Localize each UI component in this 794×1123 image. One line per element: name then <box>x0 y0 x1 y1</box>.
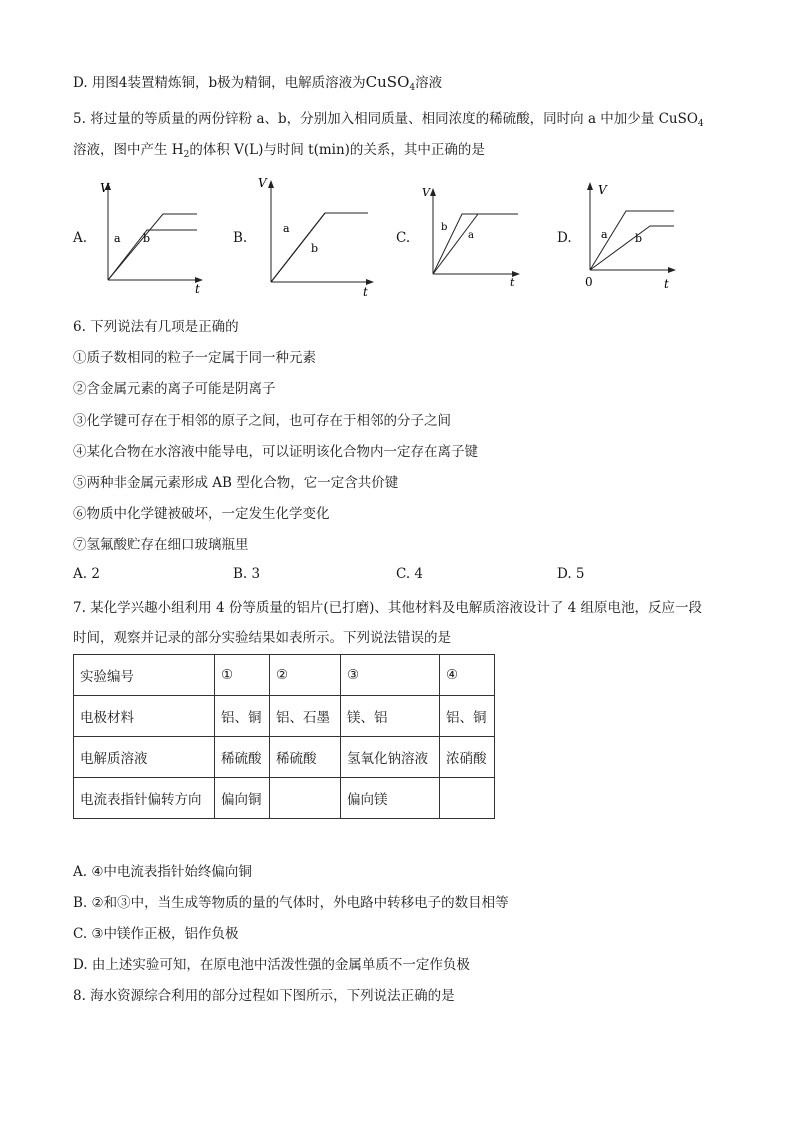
q5-graph-a <box>95 178 205 296</box>
q6-item-3: ③化学键可存在于相邻的原子之间，也可存在于相邻的分子之间 <box>73 413 451 429</box>
table-cell: 镁、铝 <box>341 696 440 737</box>
q5-graph-a-t-label: t <box>195 282 200 296</box>
q7-option-b: B. ②和③中，当生成等物质的量的气体时，外电路中转移电子的数目相等 <box>73 895 509 911</box>
q7-stem-line2: 时间，观察并记录的部分实验结果如表所示。下列说法错误的是 <box>73 630 451 646</box>
q5-graph-a-curve-upper <box>108 214 197 280</box>
q6-choice-c: C. 4 <box>396 566 424 582</box>
table-row <box>74 737 495 778</box>
table-cell: 铝、石墨 <box>270 696 341 737</box>
table-cell: 偏向铜 <box>215 778 270 819</box>
q5-graph-d-label-a: a <box>601 228 608 241</box>
q7-option-a: A. ④中电流表指针始终偏向铜 <box>73 864 252 880</box>
q6-choice-b: B. 3 <box>233 566 261 582</box>
table-row <box>74 778 495 819</box>
q5-graph-c-curve-a <box>433 214 478 274</box>
table-row <box>74 696 495 737</box>
q4-option-d <box>73 72 442 98</box>
table-cell: 稀硫酸 <box>215 737 270 778</box>
table-cell: ① <box>215 655 270 696</box>
q5-stem-subscript-1: 4 <box>697 119 704 129</box>
q5-graph-c-v-label: V <box>422 186 430 199</box>
q6-item-4: ④某化合物在水溶液中能导电，可以证明该化合物内一定存在离子键 <box>73 444 478 460</box>
table-cell: 偏向镁 <box>341 778 440 819</box>
q5-graph-a-label-a: a <box>114 232 121 245</box>
q6-item-2: ②含金属元素的离子可能是阴离子 <box>73 381 276 397</box>
table-cell: ④ <box>440 655 495 696</box>
q7-option-c: C. ③中镁作正极，铝作负极 <box>73 926 239 942</box>
q5-graph-b-t-label: t <box>363 285 368 299</box>
table-cell: 浓硝酸 <box>440 737 495 778</box>
q5-graph-d-origin: 0 <box>585 275 593 289</box>
q5-graph-d-label-b: b <box>635 232 643 245</box>
q6-item-6: ⑥物质中化学键被破坏，一定发生化学变化 <box>73 506 330 522</box>
q5-graph-c-label-b: b <box>441 222 448 233</box>
q5-graph-c-label-a: a <box>468 230 474 241</box>
q5-graph-c <box>420 178 524 290</box>
table-cell: ③ <box>341 655 440 696</box>
q6-choice-a: A. 2 <box>73 566 100 582</box>
table-cell: ② <box>270 655 341 696</box>
table-cell: 电解质溶液 <box>74 737 215 778</box>
table-cell: 铝、铜 <box>440 696 495 737</box>
q5-stem-text-3: 的体积 V(L)与时间 t(min)的关系，其中正确的是 <box>189 142 485 158</box>
q5-graph-a-label-b: b <box>143 232 151 245</box>
q8-stem: 8. 海水资源综合利用的部分过程如下图所示，下列说法正确的是 <box>73 988 455 1004</box>
q6-item-7: ⑦氢氟酸贮存在细口玻璃瓶里 <box>73 537 249 553</box>
table-cell: 电极材料 <box>74 696 215 737</box>
table-row <box>74 655 495 696</box>
table-cell: 氢氧化钠溶液 <box>341 737 440 778</box>
q5-graph-a-v-label: V <box>100 181 109 195</box>
q5-stem-line1 <box>73 109 704 134</box>
q5-graph-c-t-label: t <box>510 276 515 289</box>
q6-stem: 6. 下列说法有几项是正确的 <box>73 319 239 335</box>
table-cell: 稀硫酸 <box>270 737 341 778</box>
q5-graph-d-t-label: t <box>664 277 669 291</box>
q5-stem-subscript-2: 2 <box>183 150 190 160</box>
q5-graph-d-v-label: V <box>598 183 607 197</box>
table-cell: 电流表指针偏转方向 <box>74 778 215 819</box>
q6-item-1: ①质子数相同的粒子一定属于同一种元素 <box>73 350 316 366</box>
q7-results-table <box>73 654 495 819</box>
q5-graph-d <box>580 178 680 294</box>
q4-option-d-subscript: 4 <box>409 83 416 93</box>
q4-option-d-suffix: 溶液 <box>415 75 443 91</box>
table-cell: 铝、铜 <box>215 696 270 737</box>
q4-option-d-formula: CuSO <box>365 73 410 91</box>
q5-stem-text-1: 5. 将过量的等质量的两份锌粉 a、b，分别加入相同质量、相同浓度的稀硫酸，同时向 a 中加少量 CuSO <box>73 111 698 127</box>
q5-option-c-label: C. <box>396 230 411 246</box>
q7-stem-line1: 7. 某化学兴趣小组利用 4 份等质量的铝片(已打磨)、其他材料及电解质溶液设计了 4 组原电池，反应一段 <box>73 600 703 616</box>
q6-item-5: ⑤两种非金属元素形成 AB 型化合物，它一定含共价键 <box>73 475 399 491</box>
q5-graph-b-v-label: V <box>258 178 267 190</box>
q5-option-b-label: B. <box>233 230 248 246</box>
q5-option-d-label: D. <box>557 230 572 246</box>
q5-stem-text-2: 溶液，图中产生 H <box>73 142 184 158</box>
q5-stem-line2 <box>73 140 485 165</box>
q5-option-a-label: A. <box>73 230 88 246</box>
q5-graph-b-label-b: b <box>311 242 319 255</box>
table-cell: 实验编号 <box>74 655 215 696</box>
table-cell <box>440 778 495 819</box>
q5-graph-b <box>258 178 376 300</box>
q6-choice-d: D. 5 <box>557 566 585 582</box>
q4-option-d-text: D. 用图4装置精炼铜，b极为精铜，电解质溶液为 <box>73 75 366 91</box>
q7-option-d: D. 由上述实验可知，在原电池中活泼性强的金属单质不一定作负极 <box>73 957 470 973</box>
table-cell <box>270 778 341 819</box>
q5-graph-b-label-a: a <box>283 222 290 235</box>
q5-graph-a-curve-lower <box>108 230 197 280</box>
